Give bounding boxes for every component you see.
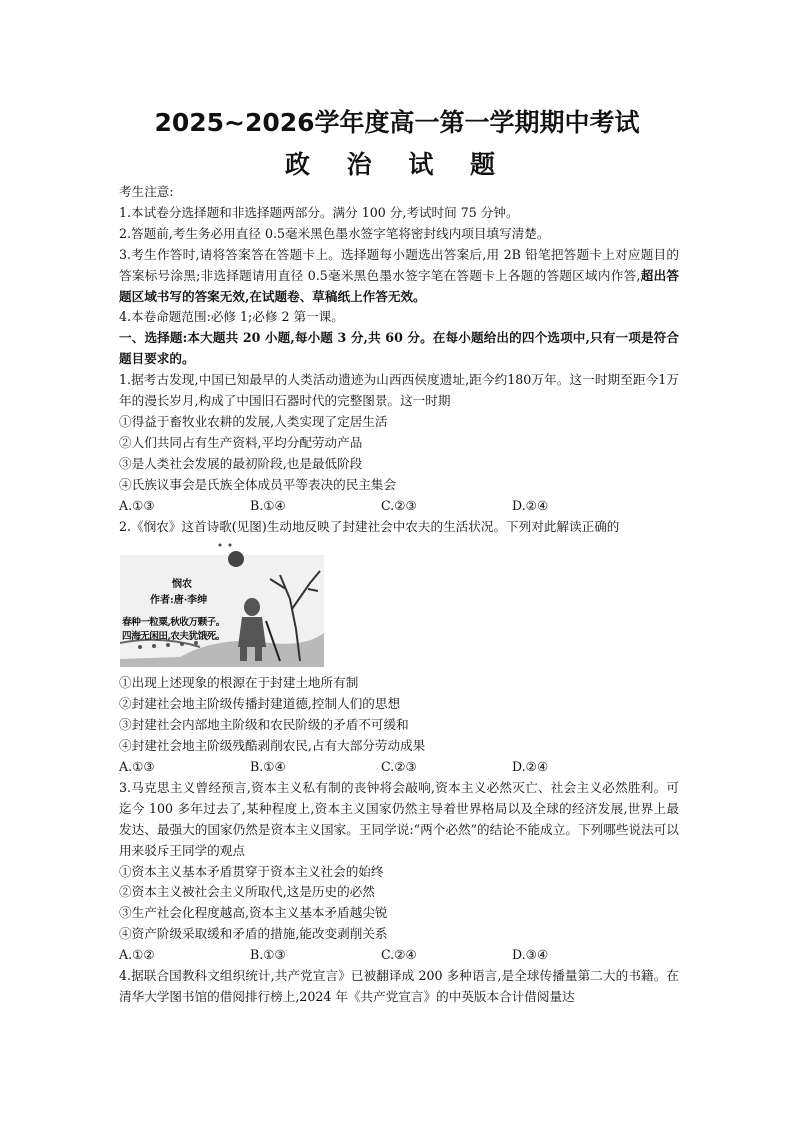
- notice-item-3-text: 3.考生作答时,请将答案答在答题卡上。选择题每小题选出答案后,用 2B 铅笔把答题卡上对应题目的答案标号涂黑;非选择题请用直径 0.5毫米黑色墨水签字笔在答题卡上各题的答题区域内作答,: [119, 246, 679, 283]
- question-1-stem: 1.据考古发现,中国已知最早的人类活动遗迹为山西西侯度遗址,距今约180万年。这一时期至距今1万年的漫长岁月,构成了中国旧石器时代的完整图景。这一时期: [119, 372, 679, 409]
- poem-line-1: 春种一粒粟,秋收万颗子。: [122, 617, 225, 629]
- option-d: D.②④: [512, 759, 549, 775]
- question-1-item: ③是人类社会发展的最初阶段,也是最低阶段: [119, 455, 363, 471]
- notice-item-3-bold: 超出答题区域书写的答案无效,在试题卷、草稿纸上作答无效。: [119, 267, 680, 304]
- question-4-stem: 4.据联合国教科文组织统计,共产党宣言》已被翻译成 200 多种语言,是全球传播量第二大的书籍。在清华大学图书馆的借阅排行榜上,2024 年《共产党宣言》的中英版本合计借阅量达: [119, 968, 679, 1004]
- option-d: D.③④: [512, 947, 549, 963]
- section-heading: 一、选择题:本大题共 20 小题,每小题 3 分,共 60 分。在每小题给出的四个选项中,只有一项是符合题目要求的。: [119, 330, 679, 367]
- option-d: D.②④: [512, 497, 549, 513]
- poem-illustration: [120, 539, 324, 667]
- poem-author: 作者:唐·李绅: [150, 595, 208, 607]
- option-c: C.②④: [381, 947, 417, 963]
- question-1-item: ②人们共同占有生产资料,平均分配劳动产品: [119, 434, 363, 450]
- option-b: B.①④: [250, 497, 286, 513]
- question-1-options: [119, 496, 679, 517]
- question-3-item: ①资本主义基本矛盾贯穿于资本主义社会的始终: [119, 863, 384, 879]
- option-b: B.①④: [250, 759, 286, 775]
- notice-item-2: 2.答题前,考生务必用直径 0.5毫米黑色墨水签字笔将密封线内项目填写清楚。: [119, 225, 550, 241]
- option-a: A.①③: [119, 497, 155, 513]
- option-c: C.②③: [381, 759, 417, 775]
- question-2-item: ③封建社会内部地主阶级和农民阶级的矛盾不可缓和: [119, 717, 409, 733]
- exam-title: 2025~2026学年度高一第一学期期中考试: [154, 108, 640, 137]
- question-3-item: ③生产社会化程度越高,资本主义基本矛盾越尖锐: [119, 905, 388, 921]
- option-b: B.①③: [250, 947, 286, 963]
- question-3-item: ②资本主义被社会主义所取代,这是历史的必然: [119, 884, 375, 900]
- question-1-item: ④氏族议事会是氏族全体成员平等表决的民主集会: [119, 476, 397, 492]
- poem-title: 悯农: [172, 579, 192, 591]
- question-3-stem: 3.马克思主义曾经预言,资本主义私有制的丧钟将会敲响,资本主义必然灭亡、社会主义必然胜利。可迄今 100 多年过去了,某种程度上,资本主义国家仍然主导着世界格局以及全球的经济发展,世界上最发达、最强大的国家仍然是资本主义国家。王同学说:“两个必然”的结论不能成立。下列哪些说法可以用来驳斥王同学的观点: [119, 779, 679, 858]
- option-c: C.②③: [381, 497, 417, 513]
- question-2-item: ②封建社会地主阶级传播封建道德,控制人们的思想: [119, 696, 401, 712]
- question-2-item: ④封建社会地主阶级残酷剥削农民,占有大部分劳动成果: [119, 738, 426, 754]
- question-3-item: ④资产阶级采取缓和矛盾的措施,能改变剥削关系: [119, 926, 388, 942]
- notice-heading: 考生注意:: [119, 184, 174, 199]
- question-3-options: [119, 945, 679, 966]
- notice-item-3: [119, 245, 679, 308]
- notice-item-1: 1.本试卷分选择题和非选择题两部分。满分 100 分,考试时间 75 分钟。: [119, 204, 519, 220]
- option-a: A.①③: [119, 759, 155, 775]
- question-2-stem: 2.《悯农》这首诗歌(见图)生动地反映了封建社会中农夫的生活状况。下列对此解读正确的: [119, 518, 620, 534]
- option-a: A.①②: [119, 947, 155, 963]
- question-2-options: [119, 757, 679, 778]
- poem-line-2: 四海无闲田,农夫犹饿死。: [122, 631, 225, 643]
- subject-title: 政 治 试 题: [284, 150, 510, 179]
- exam-body: [119, 182, 679, 1008]
- question-2-item: ①出现上述现象的根源在于封建土地所有制: [119, 675, 359, 691]
- notice-item-4: 4.本卷命题范围:必修 1;必修 2 第一课。: [119, 309, 344, 325]
- question-1-item: ①得益于畜牧业农耕的发展,人类实现了定居生活: [119, 413, 388, 429]
